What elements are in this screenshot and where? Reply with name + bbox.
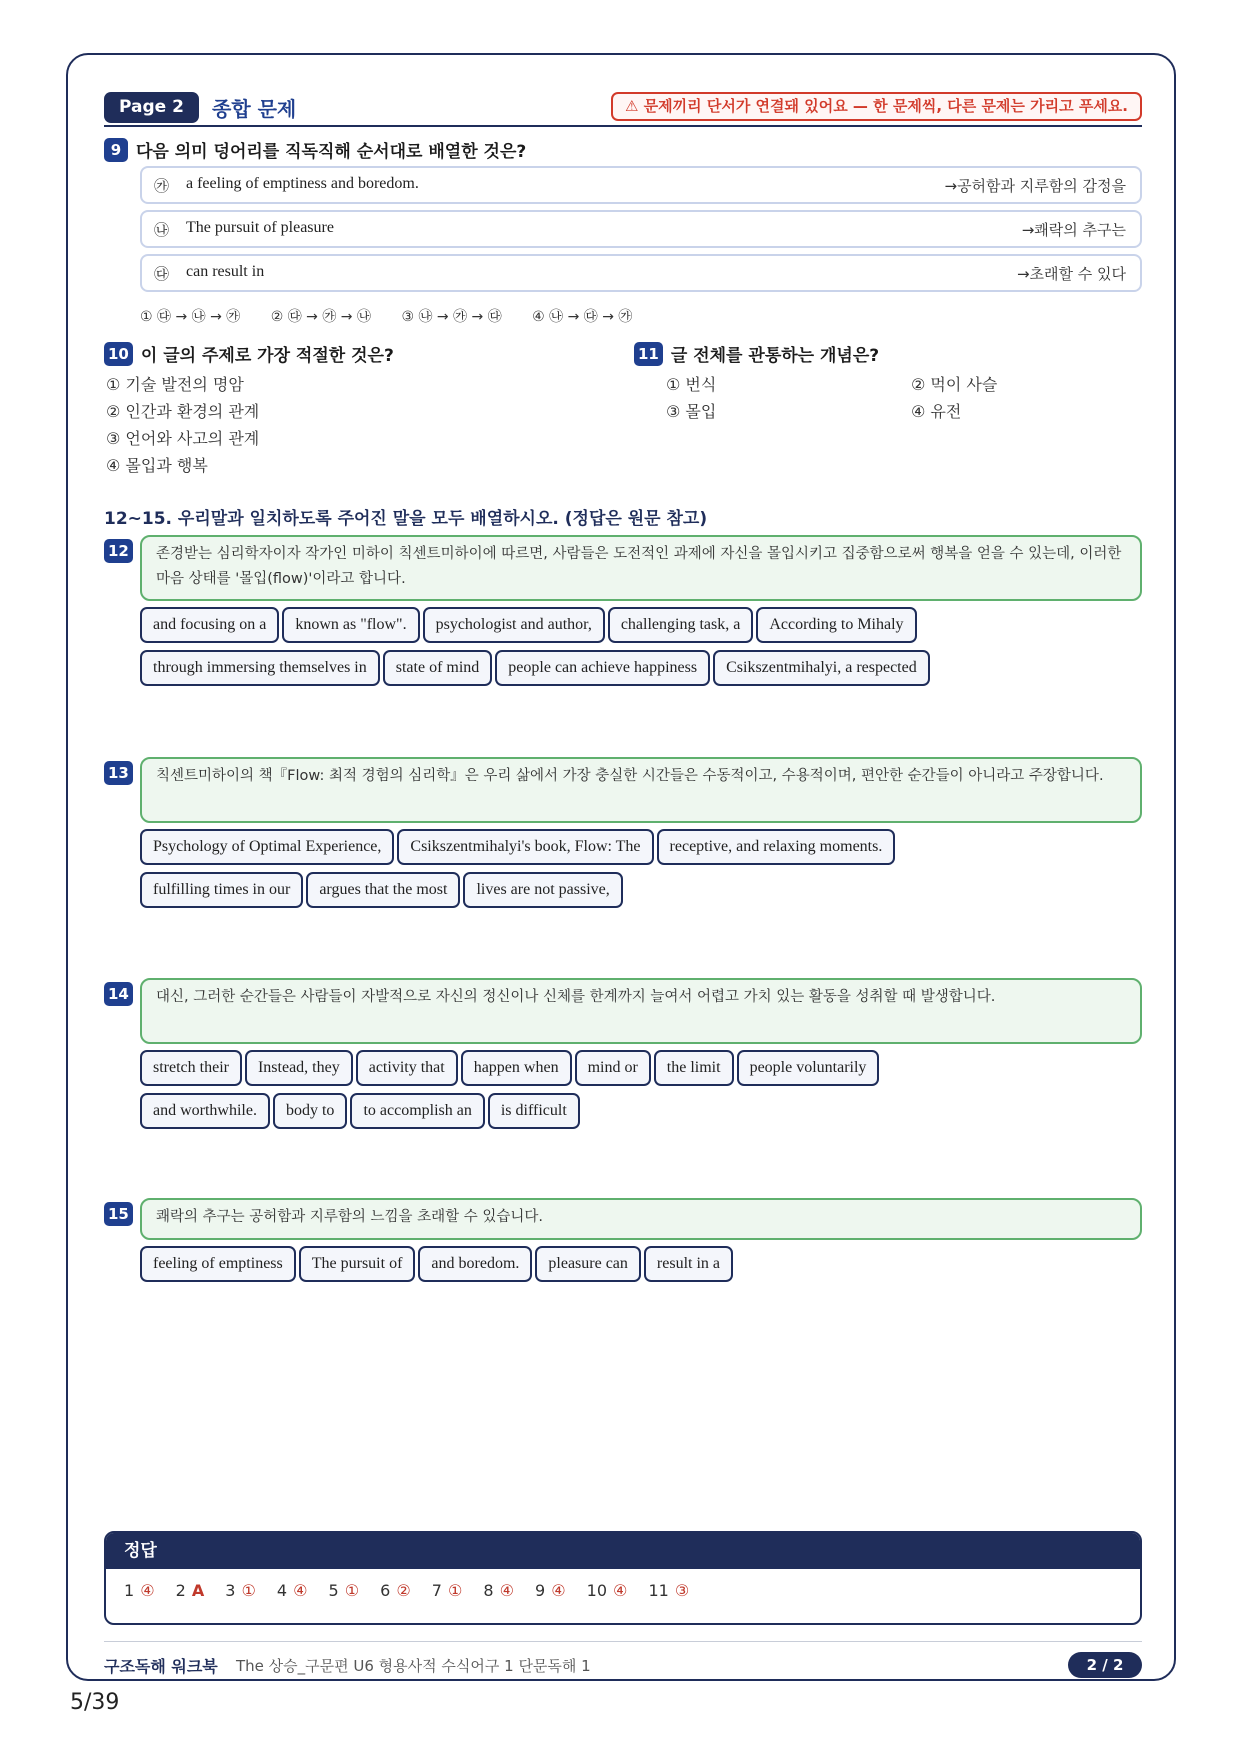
question-9 — [104, 137, 526, 162]
answer-number: 6 — [380, 1581, 391, 1600]
worksheet-content — [104, 91, 1142, 1676]
page-footer — [104, 1641, 1142, 1681]
word-tile[interactable]: Csikszentmihalyi's book, Flow: The — [397, 829, 653, 865]
word-tiles — [140, 1246, 1142, 1289]
answer-item — [648, 1581, 689, 1600]
option-2[interactable]: ② 인간과 환경의 관계 — [106, 402, 260, 421]
word-tile[interactable]: stretch their — [140, 1050, 242, 1086]
answer-item — [380, 1581, 411, 1600]
answer-number: 3 — [225, 1581, 236, 1600]
chunk-korean: →공허함과 지루함의 감정을 — [944, 177, 1126, 195]
word-tile[interactable]: feeling of emptiness — [140, 1246, 296, 1282]
section-instructions: 12~15. 우리말과 일치하도록 주어진 말을 모두 배열하시오. (정답은 원문 참고) — [104, 509, 708, 529]
footer-subtitle: The 상승_구문편 U6 형용사적 수식어구 1 단문독해 1 — [236, 1657, 591, 1675]
word-tile[interactable]: Psychology of Optimal Experience, — [140, 829, 394, 865]
option-2[interactable]: ② ㉰ → ㉮ → ㉯ — [270, 309, 371, 325]
answer-item — [124, 1581, 155, 1600]
word-tile[interactable]: psychologist and author, — [423, 607, 605, 643]
footer-brand: 구조독해 워크북 — [104, 1657, 218, 1676]
word-tile[interactable]: and boredom. — [418, 1246, 532, 1282]
answer-value: ④ — [613, 1581, 628, 1600]
chunk-english: a feeling of emptiness and boredom. — [186, 175, 419, 192]
question-11 — [634, 341, 879, 366]
answer-item — [483, 1581, 514, 1600]
chunk-korean: →쾌락의 추구는 — [1021, 221, 1126, 239]
question-number: 11 — [634, 342, 663, 366]
question-text: 다음 의미 덩어리를 직독직해 순서대로 배열한 것은? — [136, 142, 527, 162]
word-tile[interactable]: Csikszentmihalyi, a respected — [713, 650, 930, 686]
question-text: 글 전체를 관통하는 개념은? — [670, 346, 880, 366]
answer-item — [329, 1581, 360, 1600]
chunk-korean: →초래할 수 있다 — [1016, 265, 1126, 283]
chunk-english: can result in — [186, 263, 265, 280]
answer-number: 7 — [431, 1581, 442, 1600]
answer-list — [106, 1569, 1140, 1600]
korean-sentence: 존경받는 심리학자이자 작가인 미하이 칙센트미하이에 따르면, 사람들은 도전적인 과제에 자신을 몰입시키고 집중함으로써 행복을 얻을 수 있는데, 이러한 마음 상태를 '몰입(flow)'이라고 합니다. — [140, 535, 1142, 601]
chunk-na — [140, 210, 1142, 248]
footer-page-indicator: 2 / 2 — [1068, 1652, 1142, 1678]
word-tiles — [140, 1050, 1142, 1136]
answer-item — [225, 1581, 256, 1600]
answer-value: ① — [447, 1581, 463, 1600]
korean-sentence: 대신, 그러한 순간들은 사람들이 자발적으로 자신의 정신이나 신체를 한계까지 늘여서 어렵고 가치 있는 활동을 성취할 때 발생합니다. — [140, 978, 1142, 1044]
answer-value: A — [191, 1581, 205, 1600]
question-number-12: 12 — [104, 539, 133, 563]
q9-options — [140, 306, 658, 326]
option-1[interactable]: ① 번식 — [666, 375, 717, 394]
page-header — [104, 91, 1142, 127]
q10-options — [106, 371, 259, 479]
option-3[interactable]: ③ 언어와 사고의 관계 — [106, 429, 260, 448]
question-number: 9 — [104, 138, 128, 162]
word-tile[interactable]: challenging task, a — [608, 607, 754, 643]
answer-number: 10 — [586, 1581, 608, 1600]
page-label: Page 2 — [104, 92, 199, 123]
chunk-da — [140, 254, 1142, 292]
word-tile[interactable]: and worthwhile. — [140, 1093, 270, 1129]
question-text: 이 글의 주제로 가장 적절한 것은? — [140, 346, 394, 366]
word-tile[interactable]: The pursuit of — [299, 1246, 416, 1282]
word-tile[interactable]: is difficult — [488, 1093, 580, 1129]
chunk-mark: ㉯ — [154, 221, 170, 239]
question-number-14: 14 — [104, 982, 133, 1006]
answer-value: ④ — [499, 1581, 514, 1600]
option-1[interactable]: ① ㉰ → ㉯ → ㉮ — [140, 309, 241, 325]
document-page-count: 5/39 — [70, 1690, 120, 1715]
chunk-english: The pursuit of pleasure — [186, 219, 334, 236]
option-3[interactable]: ③ 몰입 — [666, 402, 717, 421]
word-tile[interactable]: known as "flow". — [282, 607, 419, 643]
word-tile[interactable]: through immersing themselves in — [140, 650, 380, 686]
worksheet-page — [66, 53, 1176, 1681]
word-tile[interactable]: happen when — [461, 1050, 572, 1086]
answer-value: ① — [241, 1581, 256, 1600]
option-4[interactable]: ④ 유전 — [911, 402, 962, 421]
answer-number: 8 — [483, 1581, 494, 1600]
korean-sentence: 쾌락의 추구는 공허함과 지루함의 느낌을 초래할 수 있습니다. — [140, 1198, 1142, 1240]
section-title: 종합 문제 — [212, 97, 297, 121]
chunk-mark: ㉰ — [154, 265, 170, 283]
word-tile[interactable]: mind or — [575, 1050, 651, 1086]
option-2[interactable]: ② 먹이 사슬 — [911, 375, 998, 394]
word-tile[interactable]: Instead, they — [245, 1050, 353, 1086]
word-tile[interactable]: receptive, and relaxing moments. — [657, 829, 896, 865]
q11-options-right — [911, 371, 997, 425]
word-tile[interactable]: According to Mihaly — [756, 607, 916, 643]
word-tile[interactable]: pleasure can — [535, 1246, 641, 1282]
answer-number: 11 — [648, 1581, 669, 1600]
word-tile[interactable]: and focusing on a — [140, 607, 279, 643]
answer-item — [176, 1581, 205, 1600]
answer-value: ④ — [293, 1581, 308, 1600]
question-10 — [104, 341, 394, 366]
word-tiles — [140, 607, 1142, 693]
warning-banner: ⚠ 문제끼리 단서가 연결돼 있어요 — 한 문제씩, 다른 문제는 가리고 푸세요. — [611, 92, 1142, 121]
answer-number: 2 — [175, 1581, 186, 1600]
word-tile[interactable]: body to — [273, 1093, 347, 1129]
word-tile[interactable]: argues that the most — [306, 872, 460, 908]
word-tile[interactable]: fulfilling times in our — [140, 872, 303, 908]
answer-value: ① — [344, 1581, 360, 1600]
word-tile[interactable]: state of mind — [383, 650, 493, 686]
answer-value: ② — [396, 1581, 411, 1600]
word-tile[interactable]: people can achieve happiness — [495, 650, 710, 686]
word-tile[interactable]: to accomplish an — [350, 1093, 484, 1129]
korean-sentence: 칙센트미하이의 책『Flow: 최적 경험의 심리학』은 우리 삶에서 가장 충실한 시간들은 수동적이고, 수용적이며, 편안한 순간들이 아니라고 주장합니다. — [140, 757, 1142, 823]
answer-value: ④ — [140, 1581, 155, 1600]
answer-item — [277, 1581, 308, 1600]
option-3[interactable]: ③ ㉯ → ㉮ → ㉰ — [401, 309, 502, 325]
option-4[interactable]: ④ 몰입과 행복 — [106, 456, 208, 475]
q11-options-left — [666, 371, 716, 425]
answer-item — [587, 1581, 628, 1600]
option-4[interactable]: ④ ㉯ → ㉰ → ㉮ — [532, 309, 633, 325]
word-tile[interactable]: the limit — [654, 1050, 734, 1086]
option-1[interactable]: ① 기술 발전의 명암 — [106, 375, 244, 394]
answer-item — [535, 1581, 566, 1600]
answer-item — [432, 1581, 463, 1600]
word-tile[interactable]: lives are not passive, — [463, 872, 622, 908]
word-tile[interactable]: result in a — [644, 1246, 733, 1282]
word-tile[interactable]: activity that — [356, 1050, 458, 1086]
answer-value: ③ — [674, 1581, 690, 1600]
answer-number: 9 — [535, 1581, 546, 1600]
word-tile[interactable]: people voluntarily — [737, 1050, 880, 1086]
question-number-13: 13 — [104, 761, 133, 785]
answer-number: 4 — [276, 1581, 288, 1600]
answer-key — [104, 1531, 1142, 1625]
chunk-ga — [140, 166, 1142, 204]
answer-value: ④ — [551, 1581, 566, 1600]
question-number-15: 15 — [104, 1202, 133, 1226]
question-number: 10 — [104, 342, 133, 366]
answer-number: 1 — [124, 1581, 135, 1600]
chunk-mark: ㉮ — [154, 177, 170, 195]
answer-key-title: 정답 — [106, 1533, 1140, 1569]
word-tiles — [140, 829, 1142, 915]
answer-number: 5 — [328, 1581, 339, 1600]
